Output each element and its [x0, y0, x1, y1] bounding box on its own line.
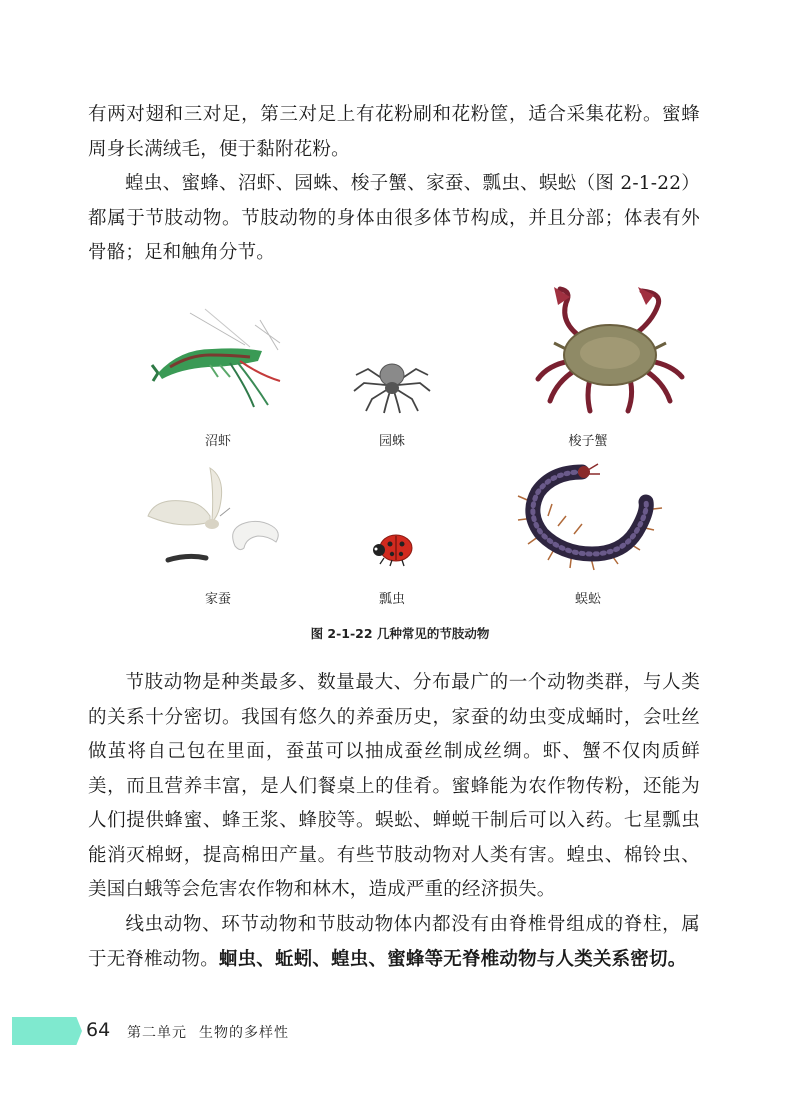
- label-silkworm: 家蚕: [204, 592, 231, 607]
- label-shrimp: 沼虾: [204, 434, 231, 449]
- figure-caption: 图 2-1-22 几种常见的节肢动物: [310, 626, 490, 641]
- unit-subtitle: 生物的多样性: [199, 1025, 289, 1041]
- page-number: 64: [86, 1019, 111, 1041]
- unit-name: 第二单元: [127, 1025, 187, 1041]
- paragraph-3: [88, 666, 700, 908]
- footer-band: [12, 1017, 82, 1045]
- paragraph-3-text: 节肢动物是种类最多、数量最大、分布最广的一个动物类群，与人类的关系十分密切。我国有悠久的养蚕历史，家蚕的幼虫变成蛹时，会吐丝做茧将自己包在里面，蚕茧可以抽成蚕丝制成丝绸。虾、蟹不仅肉质鲜美，而且营养丰富，是人们餐桌上的佳肴。蜜蜂能为农作物传粉，还能为人们提供蜂蜜、蜂王浆、蜂胶等。蜈蚣、蝉蜕干制后可以入药。七星瓢虫能消灭棉蚜，提高棉田产量。有些节肢动物对人类有害。蝗虫、棉铃虫、美国白蛾等会危害农作物和林木，造成严重的经济损失。: [88, 672, 700, 900]
- shrimp-image: [150, 305, 290, 415]
- paragraph-4-text: 线虫动物、环节动物和节肢动物体内都没有由脊椎骨组成的脊柱，属于无脊椎动物。: [88, 914, 700, 970]
- unit-title: [127, 1022, 289, 1042]
- label-centipede: 蜈蚣: [574, 592, 601, 607]
- label-ladybug: 瓢虫: [378, 592, 405, 607]
- spider-image: [350, 355, 435, 415]
- paragraph-4-bold-text: 蛔虫、蚯蚓、蝗虫、蜜蜂等无脊椎动物与人类关系密切。: [218, 948, 687, 970]
- silkworm-image: [140, 460, 290, 575]
- label-spider: 园蛛: [378, 434, 405, 449]
- ladybug-image: [370, 528, 420, 568]
- label-crab: 梭子蟹: [568, 434, 608, 449]
- paragraph-2: [88, 167, 700, 271]
- paragraph-1: 有两对翅和三对足，第三对足上有花粉刷和花粉筐，适合采集花粉。蜜蜂周身长满绒毛，便于黏附花粉。: [88, 104, 700, 160]
- centipede-image: [512, 462, 672, 577]
- paragraph-2-text: 蝗虫、蜜蜂、沼虾、园蛛、梭子蟹、家蚕、瓢虫、蜈蚣（图 2-1-22）都属于节肢动物。节肢动物的身体由很多体节构成，并且分部；体表有外骨骼；足和触角分节。: [88, 173, 700, 263]
- crab-image: [530, 283, 690, 418]
- paragraph-4: [88, 908, 700, 977]
